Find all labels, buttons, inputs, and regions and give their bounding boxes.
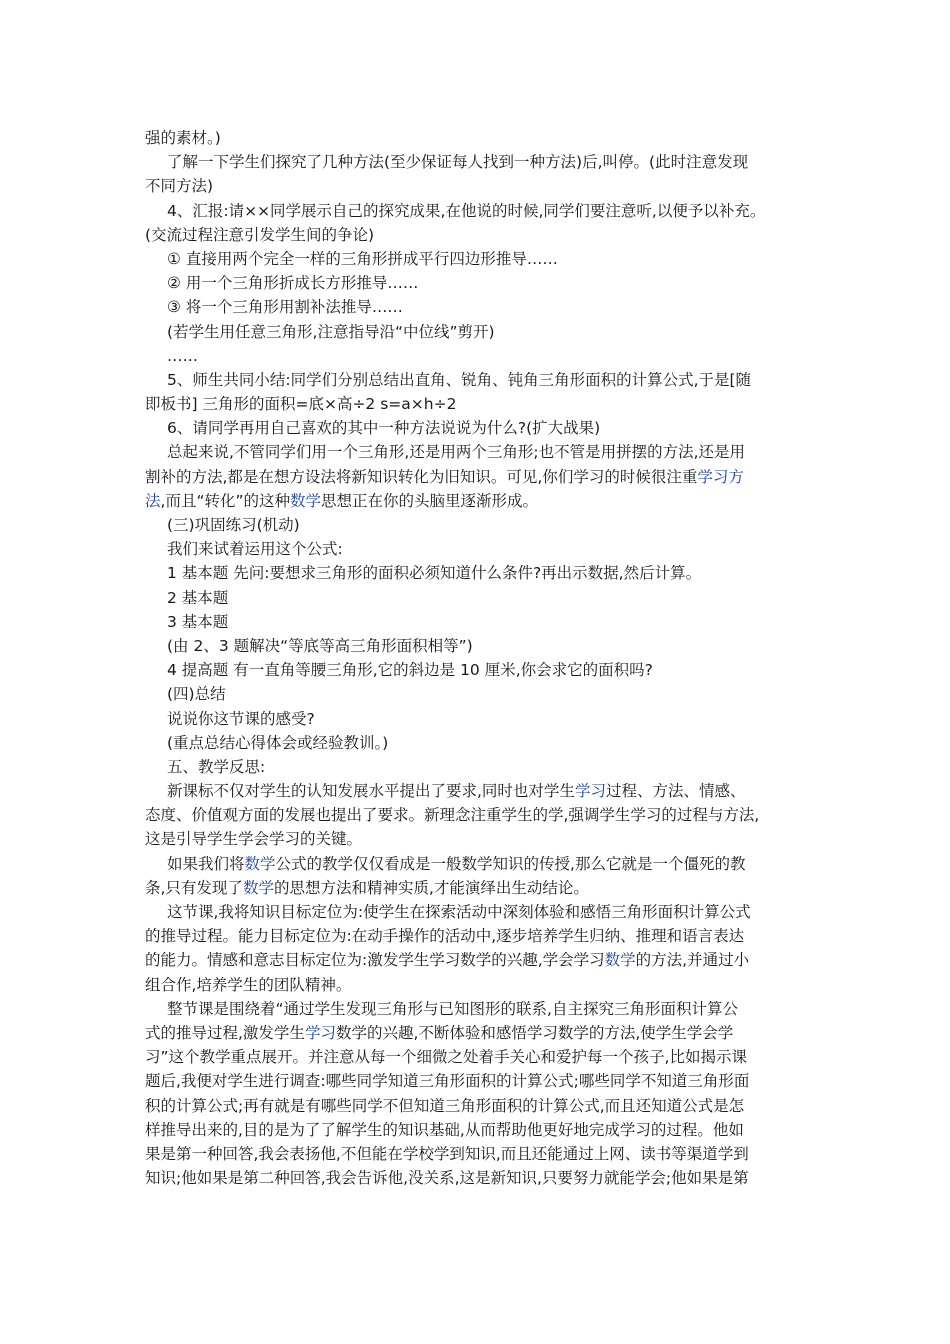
text-segment: ,而且“转化”的这种	[160, 491, 291, 510]
text-segment: 公式的教学仅仅看成是一般数学知识的传授,那么它就是一个僵死的教	[275, 854, 746, 873]
text-line	[145, 320, 805, 344]
text-segment: 的推导过程。能力目标定位为:在动手操作的活动中,逐步培养学生归纳、推理和语言表达	[145, 927, 745, 946]
text-segment: 5、师生共同小结:同学们分别总结出直角、锐角、钝角三角形面积的计算公式,于是[随	[167, 370, 752, 389]
text-line	[145, 392, 805, 416]
text-segment: 组合作,培养学生的团队精神。	[145, 975, 352, 994]
text-segment: 6、请同学再用自己喜欢的其中一种方法说说为什么?(扩大战果)	[167, 419, 601, 438]
text-line	[145, 924, 805, 948]
text-segment: ……	[167, 346, 198, 365]
text-segment: 如果我们将	[167, 854, 245, 873]
text-line	[145, 852, 805, 876]
text-segment: 条,只有发现了	[145, 878, 243, 897]
text-line	[145, 900, 805, 924]
text-line	[145, 440, 805, 464]
text-segment: 式的推导过程,激发学生	[145, 1023, 305, 1042]
text-segment: 思想正在你的头脑里逐渐形成。	[321, 491, 539, 510]
text-line	[145, 513, 805, 537]
text-segment: 整节课是围绕着“通过学生发现三角形与已知图形的联系,自主探究三角形面积计算公	[167, 999, 738, 1018]
text-line	[145, 803, 805, 827]
text-segment: 的能力。情感和意志目标定位为:激发学生学习数学的兴趣,学会学习	[145, 951, 605, 970]
text-segment: (交流过程注意引发学生间的争论)	[145, 225, 375, 244]
text-segment: 2 基本题	[167, 588, 229, 607]
text-segment: 题后,我便对学生进行调查:哪些同学知道三角形面积的计算公式;哪些同学不知道三角形面	[145, 1072, 750, 1091]
inline-link[interactable]: 数学	[604, 951, 636, 970]
text-segment: 的思想方法和精神实质,才能演绎出生动结论。	[273, 878, 589, 897]
text-segment: 强的素材。)	[145, 129, 221, 147]
text-line	[145, 247, 805, 271]
text-line	[145, 755, 805, 779]
text-line	[145, 973, 805, 997]
inline-link[interactable]: 学习	[574, 782, 606, 801]
text-segment: 新课标不仅对学生的认知发展水平提出了要求,同时也对学生	[167, 782, 575, 801]
text-line	[145, 1094, 805, 1118]
text-segment: 数学的兴趣,不断体验和感悟学习数学的方法,使学生学会学	[335, 1023, 734, 1042]
text-segment: 这是引导学生学会学习的关键。	[145, 830, 363, 849]
text-segment: 知识;他如果是第二种回答,我会告诉他,没关系,这是新知识,只要努力就能学会;他如果是第	[145, 1169, 749, 1188]
text-segment: 我们来试着运用这个公式:	[167, 540, 343, 559]
text-segment: 五、教学反思:	[167, 757, 266, 776]
text-segment: 1 基本题 先问:要想求三角形的面积必须知道什么条件?再出示数据,然后计算。	[167, 564, 702, 583]
text-line	[145, 1021, 805, 1045]
text-line	[145, 707, 805, 731]
text-line	[145, 271, 805, 295]
document-body	[145, 126, 805, 1190]
text-line	[145, 586, 805, 610]
text-line	[145, 610, 805, 634]
text-line	[145, 344, 805, 368]
text-segment: 总起来说,不管同学们用一个三角形,还是用两个三角形;也不管是用拼摆的方法,还是用	[167, 443, 746, 462]
text-line	[145, 658, 805, 682]
text-line	[145, 368, 805, 392]
inline-link[interactable]: 数学	[290, 491, 322, 510]
text-line	[145, 537, 805, 561]
text-line	[145, 682, 805, 706]
inline-link[interactable]: 学习	[304, 1023, 336, 1042]
text-segment: (三)巩固练习(机动)	[167, 516, 300, 534]
text-segment: 说说你这节课的感受?	[167, 709, 315, 728]
text-segment: (由 2、3 题解决“等底等高三角形面积相等”)	[167, 636, 473, 655]
inline-link[interactable]: 学习方	[697, 467, 744, 486]
text-segment: 4 提高题 有一直角等腰三角形,它的斜边是 10 厘米,你会求它的面积吗?	[167, 661, 653, 680]
text-line	[145, 731, 805, 755]
text-line	[145, 150, 805, 174]
text-segment: (四)总结	[167, 685, 226, 704]
text-segment: ① 直接用两个完全一样的三角形拼成平行四边形推导……	[167, 249, 558, 268]
text-line	[145, 295, 805, 319]
text-line	[145, 634, 805, 658]
text-line	[145, 199, 805, 223]
text-line	[145, 779, 805, 803]
text-line	[145, 1142, 805, 1166]
text-line	[145, 948, 805, 972]
text-segment: 这节课,我将知识目标定位为:使学生在探索活动中深刻体验和感悟三角形面积计算公式	[167, 903, 751, 921]
inline-link[interactable]: 法	[145, 491, 161, 510]
text-segment: 即板书] 三角形的面积=底×高÷2 s=a×h÷2	[145, 395, 457, 414]
text-segment: ③ 将一个三角形用割补法推导……	[167, 298, 403, 317]
text-line	[145, 561, 805, 585]
text-segment: 习”这个教学重点展开。并注意从每一个细微之处着手关心和爱护每一个孩子,比如揭示课	[145, 1048, 747, 1067]
text-line	[145, 1045, 805, 1069]
text-segment: 态度、价值观方面的发展也提出了要求。新理念注重学生的学,强调学生学习的过程与方法,	[145, 806, 760, 825]
text-line	[145, 1166, 805, 1190]
text-line	[145, 126, 805, 150]
text-line	[145, 827, 805, 851]
text-segment: 3 基本题	[167, 612, 229, 631]
inline-link[interactable]: 数学	[244, 854, 276, 873]
text-segment: 割补的方法,都是在想方设法将新知识转化为旧知识。可见,你们学习的时候很注重	[145, 467, 698, 486]
text-line	[145, 489, 805, 513]
text-segment: 4、汇报:请××同学展示自己的探究成果,在他说的时候,同学们要注意听,以便予以补充。	[167, 201, 766, 220]
text-segment: 积的计算公式;再有就是有哪些同学不但知道三角形面积的计算公式,而且还知道公式是怎	[145, 1096, 745, 1115]
text-line	[145, 174, 805, 198]
text-segment: 不同方法)	[145, 177, 214, 196]
text-line	[145, 997, 805, 1021]
text-line	[145, 223, 805, 247]
text-segment: (若学生用任意三角形,注意指导沿“中位线”剪开)	[167, 322, 495, 341]
text-line	[145, 876, 805, 900]
text-line	[145, 465, 805, 489]
text-segment: (重点总结心得体会或经验教训。)	[167, 733, 389, 752]
text-segment: 果是第一种回答,我会表扬他,不但能在学校学到知识,而且还能通过上网、读书等渠道学到	[145, 1144, 749, 1163]
text-segment: 过程、方法、情感、	[605, 782, 746, 801]
text-segment: 了解一下学生们探究了几种方法(至少保证每人找到一种方法)后,叫停。(此时注意发现	[167, 153, 749, 172]
text-line	[145, 416, 805, 440]
text-line	[145, 1118, 805, 1142]
text-line	[145, 1069, 805, 1093]
text-segment: 的方法,并通过小	[635, 951, 750, 970]
inline-link[interactable]: 数学	[242, 878, 274, 897]
text-segment: ② 用一个三角形折成长方形推导……	[167, 274, 419, 293]
text-segment: 样推导出来的,目的是为了了解学生的知识基础,从而帮助他更好地完成学习的过程。他如	[145, 1120, 744, 1139]
